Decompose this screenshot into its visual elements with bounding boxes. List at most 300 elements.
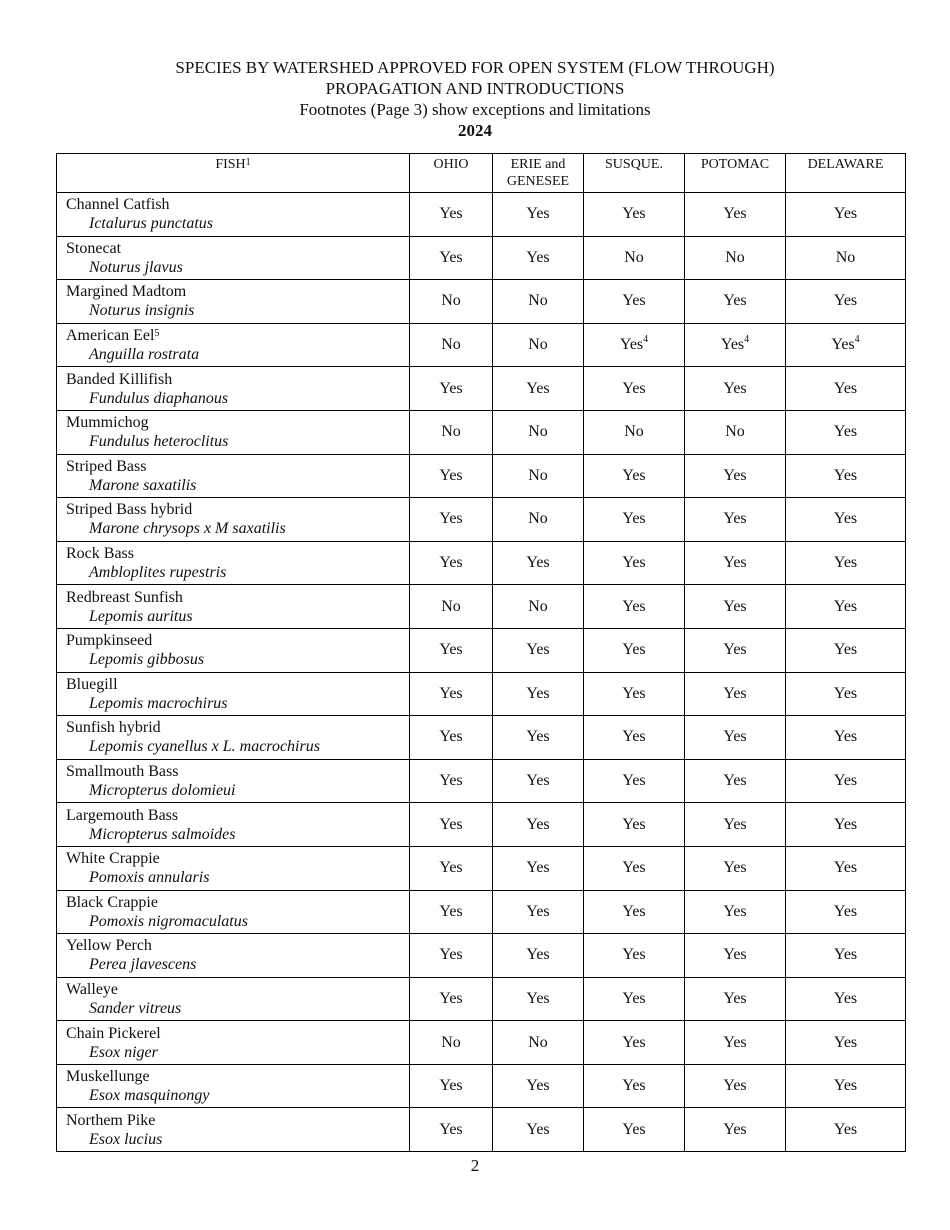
approval-value: Yes: [723, 379, 747, 397]
value-cell-susque: [584, 628, 685, 672]
value-cell-ohio: [410, 367, 493, 411]
approval-value: No: [725, 248, 745, 266]
value-cell-delaware: [786, 846, 906, 890]
approval-value: Yes: [439, 248, 463, 266]
value-cell-erie-genesee: [493, 977, 584, 1021]
approval-value: Yes: [622, 859, 646, 877]
common-name-text: Stonecat: [66, 239, 122, 257]
value-cell-ohio: [410, 454, 493, 498]
value-cell-ohio: [410, 716, 493, 760]
approval-value: Yes: [439, 379, 463, 397]
approval-value: Yes: [622, 1120, 646, 1138]
common-name-text: Margined Madtom: [66, 283, 187, 301]
value-cell-delaware: [786, 236, 906, 280]
column-header-susque: SUSQUE.: [584, 154, 685, 193]
approval-value: Yes: [833, 1120, 858, 1138]
scientific-name: Noturus jlavus: [89, 258, 183, 276]
page-number: 2: [470, 1156, 480, 1175]
approval-value: No: [528, 466, 548, 484]
approval-value: Yes: [622, 946, 646, 964]
value-cell-potomac: [685, 672, 786, 716]
approval-value: Yes: [439, 205, 463, 223]
common-name: [66, 413, 409, 432]
common-name-text: Redbreast Sunfish: [66, 588, 183, 606]
species-cell: [57, 977, 410, 1021]
approval-value: No: [441, 1033, 461, 1051]
value-cell-erie-genesee: [493, 1108, 584, 1152]
value-cell-erie-genesee: [493, 585, 584, 629]
value-cell-erie-genesee: [493, 803, 584, 847]
approval-value: Yes: [526, 641, 550, 659]
common-name: [66, 631, 409, 650]
common-name-text: Black Crappie: [66, 893, 158, 911]
value-cell-erie-genesee: [493, 236, 584, 280]
value-cell-potomac: [685, 1021, 786, 1065]
common-name: [66, 457, 409, 476]
value-cell-susque: [584, 236, 685, 280]
approval-value: Yes: [439, 510, 463, 528]
approval-value: No: [624, 423, 644, 441]
species-cell: [57, 672, 410, 716]
approval-value: No: [441, 336, 461, 354]
approval-value: Yes: [439, 989, 463, 1007]
scientific-name: Esox niger: [89, 1043, 158, 1061]
approval-value: Yes: [723, 597, 747, 615]
common-name-text: Muskellunge: [66, 1068, 150, 1086]
common-name-text: Bluegill: [66, 675, 118, 693]
value-cell-erie-genesee: [493, 498, 584, 542]
species-cell: [57, 193, 410, 237]
approval-value: Yes: [833, 989, 858, 1007]
scientific-name: Fundulus diaphanous: [89, 389, 229, 407]
approval-value: Yes: [622, 989, 646, 1007]
common-name-text: Sunfish hybrid: [66, 719, 161, 737]
table-row: [57, 585, 906, 629]
footnote-note: Footnotes (Page 3) show exceptions and limitations: [299, 100, 651, 119]
common-name: [66, 544, 409, 563]
approval-value: Yes: [833, 859, 858, 877]
value-cell-ohio: [410, 934, 493, 978]
value-cell-delaware: [786, 803, 906, 847]
table-row: [57, 846, 906, 890]
value-cell-erie-genesee: [493, 541, 584, 585]
value-cell-ohio: [410, 498, 493, 542]
table-row: [57, 1021, 906, 1065]
value-cell-ohio: [410, 585, 493, 629]
table-row: [57, 236, 906, 280]
approval-value: Yes: [723, 728, 747, 746]
table-body: [57, 193, 906, 1152]
column-header-erie-genesee: ERIE and GENESEE: [493, 154, 584, 193]
common-name-text: Banded Killifish: [66, 370, 173, 388]
scientific-name: Lepomis cyanellus x L. macrochirus: [89, 738, 320, 756]
table-row: [57, 323, 906, 367]
value-cell-ohio: [410, 541, 493, 585]
value-cell-delaware: [786, 1108, 906, 1152]
column-header-fish: FISH$^1$: [57, 154, 410, 193]
value-cell-delaware: [786, 1021, 906, 1065]
table-row: [57, 977, 906, 1021]
value-cell-delaware: [786, 498, 906, 542]
column-header-ohio: OHIO: [410, 154, 493, 193]
scientific-name: Micropterus salmoides: [89, 825, 236, 843]
approval-value: No: [528, 423, 548, 441]
approval-value: Yes: [526, 989, 550, 1007]
approval-value: Yes: [622, 554, 646, 572]
scientific-name: Sander vitreus: [89, 999, 182, 1017]
value-cell-delaware: [786, 541, 906, 585]
value-cell-susque: [584, 934, 685, 978]
approval-value: Yes: [622, 597, 646, 615]
value-cell-erie-genesee: [493, 890, 584, 934]
approval-value: Yes: [723, 1120, 747, 1138]
approval-value: No: [528, 292, 548, 310]
scientific-name: Noturus insignis: [89, 302, 195, 320]
approval-value: Yes: [526, 1077, 550, 1095]
approval-value: Yes: [622, 728, 646, 746]
scientific-name: Marone chrysops x M saxatilis: [89, 520, 286, 538]
value-cell-delaware: [786, 585, 906, 629]
approval-value: No: [441, 292, 461, 310]
approval-value: Yes: [833, 902, 858, 920]
approval-value: Yes: [723, 1077, 747, 1095]
approval-value: Yes: [723, 292, 747, 310]
value-cell-ohio: [410, 236, 493, 280]
value-cell-erie-genesee: [493, 628, 584, 672]
approval-value: Yes: [720, 336, 745, 354]
common-name-text: Largemouth Bass: [66, 806, 179, 824]
approval-value: Yes: [622, 379, 646, 397]
value-cell-susque: [584, 323, 685, 367]
column-header-delaware: DELAWARE: [786, 154, 906, 193]
value-cell-potomac: [685, 410, 786, 454]
species-cell: [57, 323, 410, 367]
common-name-text: Walleye: [66, 980, 119, 998]
value-cell-erie-genesee: [493, 716, 584, 760]
table-row: [57, 934, 906, 978]
common-name-text: Northem Pike: [66, 1111, 156, 1129]
value-cell-ohio: [410, 410, 493, 454]
value-cell-erie-genesee: [493, 672, 584, 716]
footnote-ref: 4: [643, 334, 649, 346]
value-cell-erie-genesee: [493, 846, 584, 890]
approval-value: Yes: [622, 902, 646, 920]
value-cell-delaware: [786, 672, 906, 716]
value-cell-delaware: [786, 759, 906, 803]
approval-value: Yes: [833, 946, 858, 964]
value-cell-ohio: [410, 890, 493, 934]
approval-value: Yes: [439, 466, 463, 484]
value-cell-susque: [584, 1108, 685, 1152]
common-name: [66, 1067, 409, 1086]
species-cell: [57, 410, 410, 454]
value-cell-susque: [584, 367, 685, 411]
common-name-text: Smallmouth Bass: [66, 763, 179, 781]
common-name-text: Rock Bass: [66, 545, 134, 563]
value-cell-delaware: [786, 367, 906, 411]
approval-value: Yes: [723, 641, 747, 659]
common-name: [66, 239, 409, 258]
approval-value: No: [528, 510, 548, 528]
approval-value: Yes: [622, 1077, 646, 1095]
table-row: [57, 454, 906, 498]
value-cell-erie-genesee: [493, 193, 584, 237]
common-name-text: American Eel: [66, 327, 155, 345]
common-name: [66, 806, 409, 825]
approval-value: Yes: [831, 336, 855, 354]
approval-value: Yes: [723, 205, 747, 223]
value-cell-potomac: [685, 628, 786, 672]
approval-value: Yes: [833, 379, 858, 397]
scientific-name: Pomoxis nigromaculatus: [89, 912, 248, 930]
scientific-name: Marone saxatilis: [89, 476, 197, 494]
value-cell-potomac: [685, 934, 786, 978]
scientific-name: Ambloplites rupestris: [89, 564, 227, 582]
table-row: [57, 367, 906, 411]
approval-value: Yes: [526, 946, 550, 964]
species-cell: [57, 890, 410, 934]
table-row: [57, 890, 906, 934]
common-name-text: Mummichog: [66, 414, 149, 432]
value-cell-potomac: [685, 454, 786, 498]
value-cell-ohio: [410, 803, 493, 847]
value-cell-susque: [584, 803, 685, 847]
approval-value: Yes: [723, 989, 747, 1007]
value-cell-ohio: [410, 759, 493, 803]
value-cell-potomac: [685, 890, 786, 934]
approval-value: Yes: [723, 859, 747, 877]
approval-value: No: [725, 423, 745, 441]
approval-value: Yes: [439, 641, 463, 659]
common-name: [66, 893, 409, 912]
approval-value: Yes: [622, 510, 646, 528]
approval-value: Yes: [833, 815, 858, 833]
approval-value: Yes: [723, 902, 747, 920]
common-name-text: Channel Catfish: [66, 196, 170, 214]
value-cell-susque: [584, 716, 685, 760]
scientific-name: Lepomis gibbosus: [89, 651, 205, 669]
value-cell-susque: [584, 977, 685, 1021]
value-cell-susque: [584, 193, 685, 237]
approval-value: Yes: [439, 815, 463, 833]
approval-value: Yes: [439, 772, 463, 790]
table-row: [57, 410, 906, 454]
value-cell-ohio: [410, 846, 493, 890]
value-cell-susque: [584, 672, 685, 716]
footnote-ref: 4: [854, 334, 860, 346]
value-cell-ohio: [410, 977, 493, 1021]
value-cell-susque: [584, 585, 685, 629]
approval-value: Yes: [723, 466, 747, 484]
species-cell: [57, 454, 410, 498]
value-cell-potomac: [685, 759, 786, 803]
approval-value: Yes: [833, 772, 858, 790]
approval-value: Yes: [622, 772, 646, 790]
table-row: [57, 628, 906, 672]
approval-value: Yes: [622, 1033, 646, 1051]
approval-value: Yes: [439, 946, 463, 964]
value-cell-delaware: [786, 193, 906, 237]
value-cell-susque: [584, 846, 685, 890]
approval-value: Yes: [723, 684, 747, 702]
approval-value: Yes: [622, 205, 646, 223]
approval-value: Yes: [622, 684, 646, 702]
title-line-2: PROPAGATION AND INTRODUCTIONS: [325, 79, 625, 98]
approval-value: Yes: [526, 1120, 550, 1138]
scientific-name: Pomoxis annularis: [89, 869, 210, 887]
approval-value: Yes: [439, 684, 463, 702]
species-cell: [57, 934, 410, 978]
approval-value: Yes: [439, 1120, 463, 1138]
value-cell-delaware: [786, 280, 906, 324]
column-header-potomac: POTOMAC: [685, 154, 786, 193]
value-cell-susque: [584, 1064, 685, 1108]
common-name: [66, 326, 409, 345]
approval-value: Yes: [833, 292, 858, 310]
approval-value: Yes: [833, 597, 858, 615]
value-cell-erie-genesee: [493, 410, 584, 454]
value-cell-ohio: [410, 193, 493, 237]
approval-value: Yes: [526, 554, 550, 572]
header-row: [57, 154, 906, 193]
footnote-ref: 5: [154, 328, 160, 340]
approval-value: Yes: [526, 728, 550, 746]
value-cell-susque: [584, 410, 685, 454]
approval-value: Yes: [723, 815, 747, 833]
value-cell-potomac: [685, 585, 786, 629]
common-name: [66, 370, 409, 389]
common-name: [66, 718, 409, 737]
value-cell-erie-genesee: [493, 1021, 584, 1065]
common-name: [66, 282, 409, 301]
approval-value: Yes: [833, 684, 858, 702]
species-cell: [57, 280, 410, 324]
approval-value: Yes: [833, 510, 858, 528]
common-name: [66, 762, 409, 781]
value-cell-potomac: [685, 541, 786, 585]
approval-value: Yes: [723, 1033, 747, 1051]
scientific-name: Fundulus heteroclitus: [89, 433, 229, 451]
approval-value: Yes: [439, 1077, 463, 1095]
approval-value: Yes: [526, 205, 550, 223]
common-name: [66, 980, 409, 999]
approval-value: No: [528, 336, 548, 354]
approval-value: Yes: [833, 1077, 858, 1095]
approval-value: Yes: [526, 902, 550, 920]
approval-value: Yes: [526, 248, 550, 266]
scientific-name: Esox masquinongy: [89, 1087, 210, 1105]
approval-value: No: [441, 423, 461, 441]
value-cell-potomac: [685, 1108, 786, 1152]
value-cell-potomac: [685, 803, 786, 847]
value-cell-susque: [584, 280, 685, 324]
value-cell-delaware: [786, 628, 906, 672]
common-name-text: Yellow Perch: [66, 937, 152, 955]
value-cell-erie-genesee: [493, 934, 584, 978]
table-row: [57, 759, 906, 803]
approval-value: Yes: [439, 859, 463, 877]
value-cell-erie-genesee: [493, 1064, 584, 1108]
approval-value: Yes: [833, 554, 858, 572]
table-row: [57, 541, 906, 585]
approval-value: Yes: [833, 728, 858, 746]
scientific-name: Perea jlavescens: [89, 956, 197, 974]
table-row: [57, 716, 906, 760]
approval-value: Yes: [526, 684, 550, 702]
value-cell-susque: [584, 890, 685, 934]
value-cell-susque: [584, 454, 685, 498]
value-cell-potomac: [685, 498, 786, 542]
value-cell-delaware: [786, 977, 906, 1021]
approval-value: Yes: [619, 336, 644, 354]
approval-value: No: [835, 248, 856, 266]
scientific-name: Anguilla rostrata: [89, 346, 200, 364]
approval-value: Yes: [526, 815, 550, 833]
value-cell-delaware: [786, 454, 906, 498]
species-cell: [57, 759, 410, 803]
species-cell: [57, 1108, 410, 1152]
table-row: [57, 193, 906, 237]
value-cell-delaware: [786, 934, 906, 978]
approval-value: Yes: [526, 772, 550, 790]
common-name-text: Chain Pickerel: [66, 1024, 161, 1042]
value-cell-potomac: [685, 236, 786, 280]
value-cell-delaware: [786, 890, 906, 934]
common-name: [66, 500, 409, 519]
common-name: [66, 588, 409, 607]
approval-value: Yes: [833, 423, 858, 441]
approval-value: Yes: [723, 554, 747, 572]
approval-value: Yes: [439, 554, 463, 572]
approval-value: Yes: [622, 466, 646, 484]
common-name: [66, 936, 409, 955]
approval-value: Yes: [439, 902, 463, 920]
table-row: [57, 672, 906, 716]
value-cell-erie-genesee: [493, 323, 584, 367]
approval-value: No: [528, 1033, 548, 1051]
value-cell-ohio: [410, 672, 493, 716]
value-cell-delaware: [786, 1064, 906, 1108]
species-cell: [57, 585, 410, 629]
scientific-name: Lepomis macrochirus: [89, 694, 228, 712]
value-cell-susque: [584, 498, 685, 542]
table-row: [57, 1108, 906, 1152]
title-line-1: SPECIES BY WATERSHED APPROVED FOR OPEN SYSTEM (FLOW THROUGH): [175, 58, 775, 77]
common-name-text: Striped Bass hybrid: [66, 501, 193, 519]
value-cell-potomac: [685, 193, 786, 237]
scientific-name: Micropterus dolomieui: [89, 782, 236, 800]
species-cell: [57, 628, 410, 672]
species-cell: [57, 803, 410, 847]
approval-value: Yes: [439, 728, 463, 746]
value-cell-ohio: [410, 1108, 493, 1152]
value-cell-potomac: [685, 323, 786, 367]
value-cell-susque: [584, 541, 685, 585]
species-cell: [57, 541, 410, 585]
species-cell: [57, 1021, 410, 1065]
scientific-name: Ictalurus punctatus: [89, 215, 213, 233]
common-name-text: White Crappie: [66, 850, 160, 868]
common-name: [66, 675, 409, 694]
approval-value: Yes: [622, 641, 646, 659]
approval-value: Yes: [526, 379, 550, 397]
value-cell-potomac: [685, 977, 786, 1021]
value-cell-erie-genesee: [493, 454, 584, 498]
value-cell-ohio: [410, 1021, 493, 1065]
approval-value: Yes: [723, 772, 747, 790]
value-cell-susque: [584, 759, 685, 803]
document-header: [0, 57, 950, 141]
